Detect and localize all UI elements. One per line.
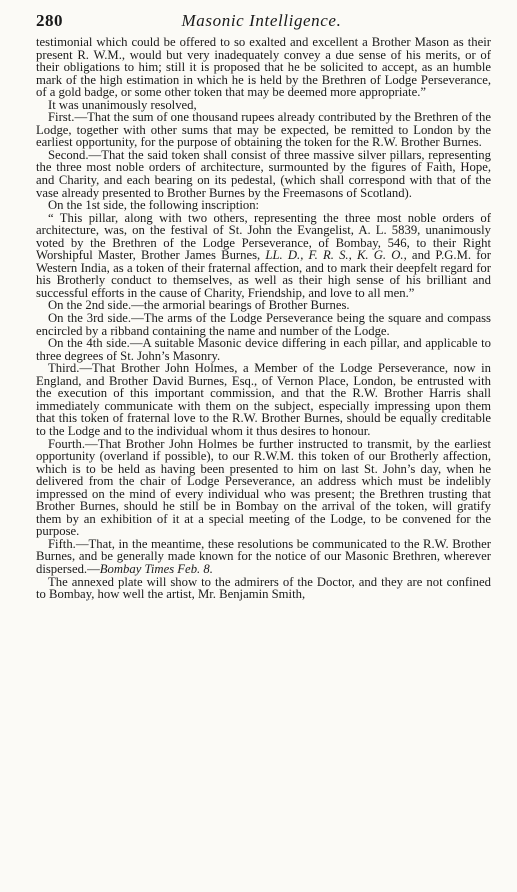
paragraph: testimonial which could be offered to so exalted and excellent a Brother Mason as their present R. W.M., would but very inadequately convey a due sense of his merits, or of their obligations to him; still it is proposed that he be solicited to accept, as an humble mark of the high estimation in which he is held by the Brethren of Lodge Perseverance, of a gold badge, or some other token that may be deemed more appropriate.” xyxy=(36,35,491,100)
running-title: Masonic Intelligence. xyxy=(181,11,342,30)
paragraph: Fourth.—That Brother John Holmes be further instructed to transmit, by the earliest opportunity (overland if possible), to our R.W.M. this token of our Brotherly affection, which is to be held as having been presented to him on last St. John’s day, when he delivered from the chair of Lodge Perseverance, an address which must be indelibly impressed on the mind of every individual who was present; the Brethren trusting that Brother Burnes, should he still be in Bombay on the arrival of the token, will gratify them by an exhibition of it at a special meeting of the Lodge, to be convened for the purpose. xyxy=(36,436,491,539)
italic-text: Bombay Times Feb. 8. xyxy=(99,561,213,576)
paragraph: On the 3rd side.—The arms of the Lodge Perseverance being the square and compass encircled by a ribband containing the name and number of the Lodge. xyxy=(36,311,491,338)
paragraph: Third.—That Brother John Holmes, a Member of the Lodge Perseverance, now in England, and Brother David Burnes, Esq., of Vernon Place, London, be entrusted with the execution of this important commission, and that the R.W. Brother Harris shall immediately communicate with them on the subject, especially impressing upon them that this token of fraternal love to the R.W. Brother Burnes, should be equally creditable to the Lodge and to the individual whom it thus desires to honour. xyxy=(36,361,491,438)
paragraph: Second.—That the said token shall consist of three massive silver pillars, representing the three most noble orders of architecture, surmounted by the figures of Faith, Hope, and Charity, and each bearing on its pedestal, (which shall correspond with that of the vase already presented to Brother Burnes by the Freemasons of Scotland). xyxy=(36,147,491,200)
paragraph-text: “ This pillar, along with two others, representing the three most noble orders of architecture, was, on the festival of St. John the Evangelist, A. L. 5839, unanimously voted by the Brethren of the Lodge Perseverance, of Bombay, 546, to their Right Worshipful Master, Brother James Burnes, xyxy=(36,210,491,263)
paragraph: It was unanimously resolved, xyxy=(48,97,197,112)
paragraph: On the 2nd side.—the armorial bearings of Brother Burnes. xyxy=(48,298,350,313)
paragraph: First.—That the sum of one thousand rupees already contributed by the Brethren of the Lodge, together with other sums that may be expected, be remitted to London by the earliest opportunity, for the purpose of obtaining the token for the R.W. Brother Burnes. xyxy=(36,110,491,150)
paragraph-text: and P.G.M. for Western India, as a token of their fraternal affection, and to mark their deepfelt regard for his Brotherly conduct to themselves, as well as their high sense of his brilliant and successful efforts in the cause of Charity, Friendship, and love to all men.” xyxy=(36,248,491,300)
page-header xyxy=(36,11,487,35)
page-number: 280 xyxy=(36,11,63,30)
paragraph: On the 4th side.—A suitable Masonic device differing in each pillar, and applicable to three degrees of St. John’s Masonry. xyxy=(36,336,491,363)
paragraph xyxy=(36,212,491,300)
italic-text: LL. D., F. R. S., K. G. O., xyxy=(265,248,407,263)
paragraph: The annexed plate will show to the admirers of the Doctor, and they are not confined to Bombay, how well the artist, Mr. Benjamin Smith, xyxy=(36,574,491,602)
paragraph xyxy=(36,538,491,576)
paragraph: On the 1st side, the following inscription: xyxy=(48,198,260,213)
page-body xyxy=(36,36,491,601)
paragraph-text: Fifth.—That, in the meantime, these resolutions be communicated to the R.W. Brother Burnes, and be generally made known for the notice of our Masonic Brethren, wherever dispersed.— xyxy=(36,536,491,576)
